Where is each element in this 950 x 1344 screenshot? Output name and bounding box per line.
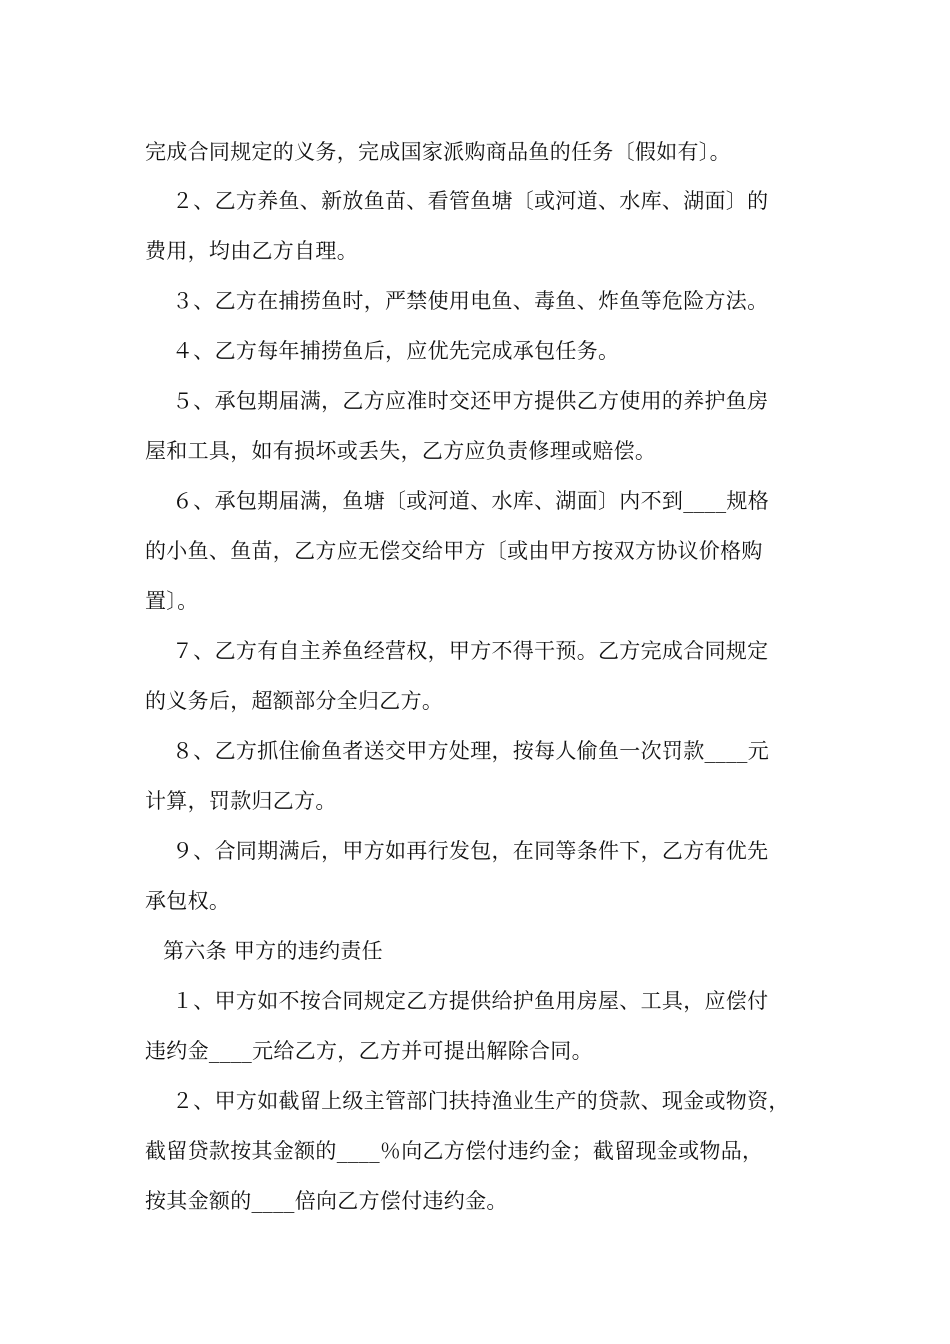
text-line: ６、承包期届满，鱼塘〔或河道、水库、湖面〕内不到____规格 <box>172 489 769 513</box>
text-line: ４、乙方每年捕捞鱼后，应优先完成承包任务。 <box>172 339 620 363</box>
text-line: 费用，均由乙方自理。 <box>145 239 358 263</box>
text-line: ５、承包期届满，乙方应准时交还甲方提供乙方使用的养护鱼房 <box>172 389 769 413</box>
text-line: 按其金额的____倍向乙方偿付违约金。 <box>145 1189 508 1213</box>
text-line: 截留贷款按其金额的____％向乙方偿付违约金；截留现金或物品， <box>145 1139 764 1163</box>
section-heading: 第六条 甲方的违约责任 <box>163 939 383 963</box>
text-line: 置〕。 <box>145 589 199 613</box>
text-line: ７、乙方有自主养鱼经营权，甲方不得干预。乙方完成合同规定 <box>172 639 769 663</box>
text-line: ９、合同期满后，甲方如再行发包，在同等条件下，乙方有优先 <box>172 839 769 863</box>
text-line: 计算，罚款归乙方。 <box>145 789 337 813</box>
text-line: ８、乙方抓住偷鱼者送交甲方处理，按每人偷鱼一次罚款____元 <box>172 739 769 763</box>
text-line: ２、乙方养鱼、新放鱼苗、看管鱼塘〔或河道、水库、湖面〕的 <box>172 189 769 213</box>
text-line: １、甲方如不按合同规定乙方提供给护鱼用房屋、工具，应偿付 <box>172 989 769 1013</box>
text-line: ３、乙方在捕捞鱼时，严禁使用电鱼、毒鱼、炸鱼等危险方法。 <box>172 289 769 313</box>
text-line: 违约金____元给乙方，乙方并可提出解除合同。 <box>145 1039 593 1063</box>
text-line: 承包权。 <box>145 889 231 913</box>
text-line: 的义务后，超额部分全归乙方。 <box>145 689 444 713</box>
text-line: 屋和工具，如有损坏或丢失，乙方应负责修理或赔偿。 <box>145 439 657 463</box>
text-line: 的小鱼、鱼苗，乙方应无偿交给甲方〔或由甲方按双方协议价格购 <box>145 539 763 563</box>
text-line: 完成合同规定的义务，完成国家派购商品鱼的任务〔假如有〕。 <box>145 140 731 164</box>
text-line: ２、甲方如截留上级主管部门扶持渔业生产的贷款、现金或物资， <box>172 1089 790 1113</box>
